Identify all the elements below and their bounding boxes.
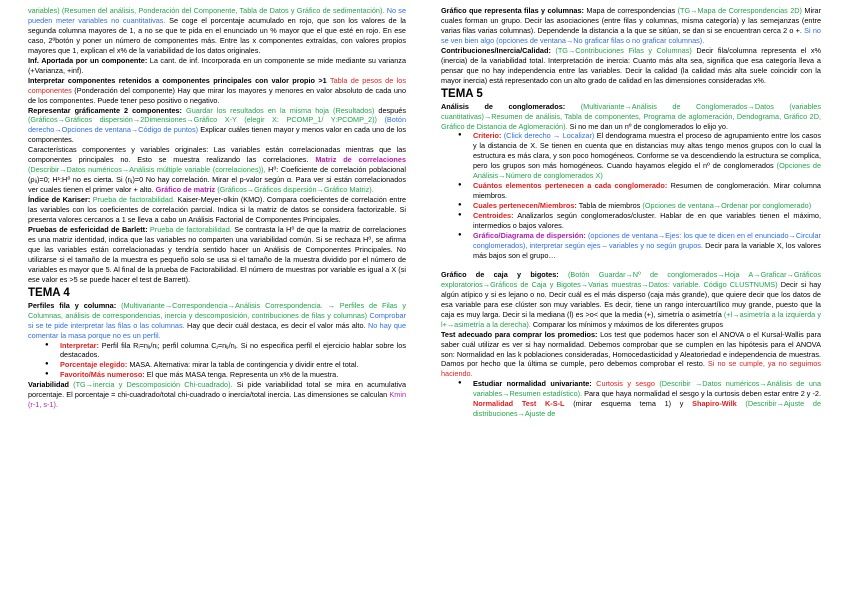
heading-tema-5: TEMA 5 <box>441 87 483 100</box>
paragraph-component-info: Inf. Aportada por un componente: La cant. de inf. Incorporada en un componente se mide mediante su varianza (+Varianza, +inf). <box>28 55 406 75</box>
list-item: ● Cuales pertenecen/Miembros: Tabla de miembros (Opciones de ventana→Ordenar por conglomerado) <box>473 201 821 211</box>
normality-list <box>441 379 821 419</box>
paragraph-averages-test: Test adecuado para comprar los promedios: Los test que podemos hacer son el ANOVA o el Kursal-Wallis para saber cuál utilizar es ver si hay normalidad. Debemos comprobar que se cumplen en las hipótesis para el ANOVA son: Normalidad en las k poblaciones consideradas, Homocedasticidad y Aleatoriedad e independencia de muestras. Damos por hecho que la última se cumple, pero debemos comprobar el resto. Si no se cumple, ya no seguimos haciendo. <box>441 329 822 379</box>
paragraph-plot-components: Representar gráficamente 2 componentes: Guardar los resultados en la misma hoja (Resultados) después (Gráficos→Gráficos dispersión→2Dimensiones→Gráfico X-Y (elegir X: PCOMP_1/ Y:PCOMP_2)) (Botón derecho→Opciones de ventana→Código de puntos) Explicar cuáles tienen mayor y menos valor en cada uno de los componentes. <box>28 105 407 145</box>
paragraph-correlations: Características componentes y variables originales: Las variables están correlacionadas mientras que las componentes principales no. Esto se muestra realizando las correlaciones. Matriz de correlaciones (Describir→Datos numéricos→Análisis múltiple variable (correlaciones)), H⁰: Coeficiente de correlación poblacional (ρᵢⱼ)=0; H¹:H⁰ no es cierta. Si (rᵢⱼ)=0 No hay correlación. Mirar el p-valor según α. Para ver si están correlacionados ver cuales tienen el primer valor + alto. Gráfico de matriz (Gráficos→Gráficos dispersión→Gráfico Matriz). <box>28 145 407 195</box>
spacer <box>441 261 821 270</box>
clusters-list <box>441 131 821 260</box>
left-column <box>28 6 406 410</box>
paragraph-profiles: Perfiles fila y columna: (Multivariante→Correspondencia→Análisis Correspondencia. → Perfiles de Filas y Columnas, análisis de correspondencias, inercia y descomposición, contribuciones de filas y columnas) Comprobar si se te pide interpretar las filas o las columnas. Hay que decir cuál destaca, es decir el valor más alto. No hay que comentar la masa porque no es un perfil. <box>28 300 407 340</box>
profiles-list <box>28 341 406 381</box>
list-item: ● Cuántos elementos pertenecen a cada conglomerado: Resumen de conglomeración. Mirar columna miembros. <box>473 181 821 201</box>
paragraph-components-summary: variables) (Resumen del análisis, Ponderación del Componente, Tabla de Datos y Gráfico de sedimentación). No se pueden meter variables no cuantitativas. Se coge el porcentaje acumulado en rojo, que son los valores de la segunda columna mayores de 1, a no se que te pida en el enunciado un % mayor que el que esté en rojo. En ese caso, 2ºbotón y poner un número de componentes más. Entre las x componentes extraídas, con valores propios mayores que 1, explican el x% de la variabilidad de los datos originales. <box>28 6 407 55</box>
heading-tema-4: TEMA 4 <box>28 286 70 299</box>
list-item: ● Estudiar normalidad univariante: Curtosis y sesgo (Describir →Datos numéricos→Análisis de una variables→Resumen estadístico). Para que haya normalidad el sesgo y la curtosis deben estar entre 2 y -2. Normalidad Test K-S-L (mirar esquema tema 1) y Shapiro-Wilk (Describir→Ajuste de distribuciones→Ajuste de <box>473 379 821 419</box>
paragraph-clusters: Análisis de conglomerados: (Multivariante→Análisis de Conglomerados→Datos (variables cuantitativas)→Resumen de análisis, Tabla de componentes, Programa de aglomeración, Dendograma, Gráfico 2D, Gráfico de Distancia de Aglomeración). Si no me dan un nº de conglomerados lo elijo yo. <box>441 101 821 131</box>
list-item: ● Gráfico/Diagrama de dispersión: (opciones de ventana→Ejes: los que te dicen en el enunciado→Circular conglomerados), interpretar según ejes – variables y no según grupos. Decir para la variable X, los valores más bajos son el grupo… <box>473 231 821 261</box>
list-item: ● Criterio: (Click derecho → Localizar) El dendograma muestra el proceso de agrupamiento entre los casos y la distancia de X. Se tienen en cuenta que en distancias muy altas tengo menos grupos con lo cual la estructura es más clara, y son poco homogéneos. Conforme se va descendiendo la estructura se complica, pero los grupos son más homogéneos. Cuando hayamos elegido el nº de conglomerados (Opciones de Análisis→Número de conglomerados X) <box>473 131 821 181</box>
list-item: ● Porcentaje elegido: MASA. Alternativa: mirar la tabla de contingencia y dividir entre el total. <box>60 360 406 370</box>
paragraph-contributions: Contribuciones/Inercia/Calidad: (TG→Contribuciones Filas y Columnas) Decir fila/columna representa el x% (inercia) de la variabilidad total. Interpretación de inercia: Cuanto más alta sea, significa que esa categoría lleva a pensar que no hay independencia entre las variables. Decir la calidad (la calidad más alta suele coincidir con la mayor inercia) está representado con un alto grado de calidad en las dimensiones consideradas x%. <box>441 45 822 85</box>
paragraph-correspondence-map: Gráfico que representa filas y columnas: Mapa de correspondencias (TG→Mapa de Correspondencias 2D) Mirar cuales forman un grupo. Decir las asociaciones (entre filas y columnas, misma categoría) y las semejanzas (entre varias filas varias columnas). Dependende la distancia a la que se sitúan, se dan si se encuentran cerca 2 o +. Si no se ven bien algo (opciones de ventana→No graficar filas o no graficar columnas). <box>441 6 821 45</box>
paragraph-interpret-components: Interpretar componentes retenidos a componentes principales con valor propio >1 Tabla de pesos de los componentes (Ponderación del componente) Hay que mirar los mayores y menores en valor absoluto de cada uno de los componentes. Puede tener peso positivo o negativo. <box>28 75 406 105</box>
paragraph-kmo: Índice de Kariser: Prueba de factorabilidad. Kaiser-Meyer-olkin (KMO). Compara coeficientes de correlación entre las variables con los coeficientes de correlación parcial. Indica si la matriz de datos se considera factorizable. Si presenta valores cercanos a 1 se lleva a cabo un Análisis Factorial de Componentes Principales. <box>28 195 407 225</box>
list-item: ● Interpretar: Perfil fila Rᵢ=nᵢⱼ/nᵢ; perfil columna Cⱼ=nᵢⱼ/nⱼ. Si no especifica perfil el ejercicio hablar sobre los destacados. <box>60 341 406 361</box>
list-item: ● Favorito/Más numeroso: El que más MASA tenga. Representa un x% de la muestra. <box>60 370 406 380</box>
paragraph-boxplot: Gráfico de caja y bigotes: (Botón Guardar→Nº de conglomerados→Hoja A→Graficar→Gráficos exploratorios→Gráficos de Caja y Bigotes→Varias muestras→Datos: variable. Código CLUSTNUMS) Decir si hay algún atípico y si es lejano o no. Decir cuál es el más disperso (caja más grande), que quiere decir que los datos de esa variable para ese clúster son muy variables. Es decir, tiene un rango intercuartílico muy grande, puesto que la caja es muy larga. Decir si la mediana (l) es >o< que la media (+), simetría o asimetría (+l→asimetría a la izquierda y l+→asimetría a la derecha). Comparar los mínimos y máximos de los diferentes grupos <box>441 269 821 329</box>
list-item: ● Centroides: Analizarlos según conglomerados/cluster. Hablar de en que variables tienen el máximo, intermedios o bajos valores. <box>473 211 821 231</box>
paragraph-bartlett: Pruebas de esfericidad de Barlett: Prueba de factorabilidad. Se contrasta la H⁰ de que la matriz de correlaciones es una matriz identidad, indica que las variables no comparten una variabilidad común. Si se rechaza H⁰, se afirma que las variables están correlacionadas y tendría sentido hacer un Análisis de Componentes Principales. No utilizarse si el tamaño de la muestra es pequeño solo se usa si el tamaño de la muestra dividido por el número de variables es mayor que 5. Al final de la prueba de Factorabilidad. El número de muestras por variable es igual a X (si ese valor es >5 se puede hacer el test de Barrett). <box>28 224 406 284</box>
paragraph-variability: Variabilidad (TG→inercia y Descomposición Chi-cuadrado). Si pide variabilidad total se mira en acumulativa porcentaje. El porcentaje = chi-cuadrado/total chi-cuadrado o inercia/total inercia. Las dimensiones se calculan Kmin (r-1, s-1). <box>28 380 407 410</box>
right-column <box>441 6 821 419</box>
